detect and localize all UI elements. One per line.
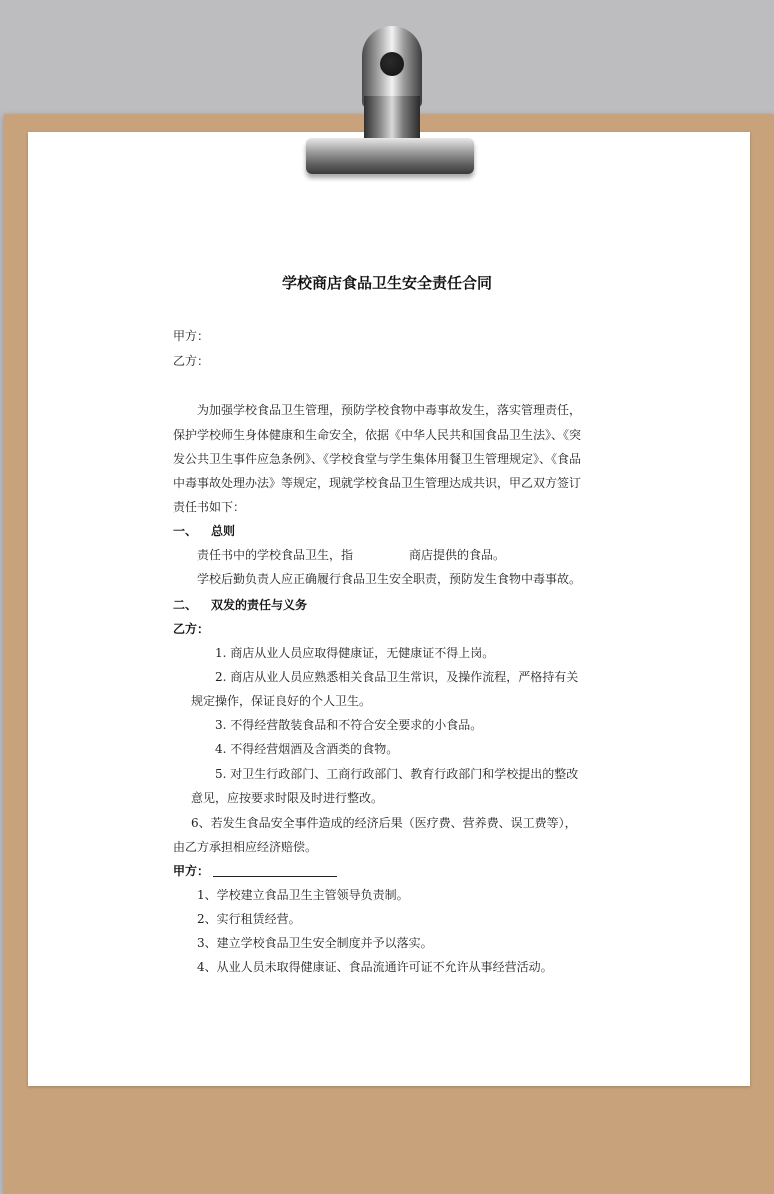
party-b-header: 乙方： [173, 354, 210, 368]
section-1-line-a: 责任书中的学校食品卫生，指 [197, 548, 354, 562]
party-a-item: 2、实行租赁经营。 [197, 912, 301, 926]
party-b-item: 6、若发生食品安全事件造成的经济后果（医疗费、营养费、误工费等）， [191, 816, 577, 830]
intro-line: 中毒事故处理办法》等规定，现就学校食品卫生管理达成共识，甲乙双方签订 [173, 476, 582, 490]
party-b-item: 5. 对卫生行政部门、工商行政部门、教育行政部门和学校提出的整改 [215, 767, 579, 781]
party-b-item: 由乙方承担相应经济赔偿。 [173, 840, 318, 854]
section-1-line: 学校后勤负责人应正确履行食品卫生安全职责，预防发生食物中毒事故。 [197, 572, 582, 586]
party-a-label-text: 甲方： [173, 864, 210, 878]
section-1-line [197, 547, 505, 563]
intro-line: 责任书如下： [173, 500, 246, 514]
party-a-item: 3、建立学校食品卫生安全制度并予以落实。 [197, 936, 433, 950]
document-title: 学校商店食品卫生安全责任合同 [281, 274, 492, 292]
intro-line: 为加强学校食品卫生管理，预防学校食物中毒事故发生，落实管理责任， [197, 403, 582, 417]
party-b-item: 1. 商店从业人员应取得健康证，无健康证不得上岗。 [215, 646, 495, 660]
party-b-item: 2. 商店从业人员应熟悉相关食品卫生常识，及操作流程，严格持有关 [215, 670, 579, 684]
intro-line: 发公共卫生事件应急条例》、《学校食堂与学生集体用餐卫生管理规定》、《食品 [173, 452, 582, 466]
section-2-title: 双发的责任与义务 [211, 598, 308, 612]
section-2-number: 二、 [173, 598, 198, 612]
section-2-heading [173, 597, 307, 613]
party-b-item: 4. 不得经营烟酒及含酒类的食物。 [215, 742, 399, 756]
party-b-label: 乙方： [173, 622, 210, 636]
party-a-item: 1、学校建立食品卫生主管领导负责制。 [197, 888, 409, 902]
party-a-item: 4、从业人员未取得健康证、食品流通许可证不允许从事经营活动。 [197, 960, 553, 974]
binder-clip [306, 26, 474, 176]
party-b-item: 意见，应按要求时限及时进行整改。 [191, 791, 384, 805]
party-b-item: 3. 不得经营散装食品和不符合安全要求的小食品。 [215, 718, 483, 732]
clip-bar [306, 138, 474, 174]
party-b-item: 规定操作，保证良好的个人卫生。 [191, 694, 372, 708]
section-1-line-b: 商店提供的食品。 [409, 548, 506, 562]
section-1-title: 总则 [211, 524, 236, 538]
party-a-header: 甲方： [173, 329, 210, 343]
signature-blank [213, 864, 337, 877]
section-1-heading [173, 523, 235, 539]
clip-hole [380, 52, 404, 76]
party-a-label [173, 863, 337, 879]
section-1-number: 一、 [173, 524, 198, 538]
intro-line: 保护学校师生身体健康和生命安全，依据《中华人民共和国食品卫生法》、《突 [173, 428, 582, 442]
